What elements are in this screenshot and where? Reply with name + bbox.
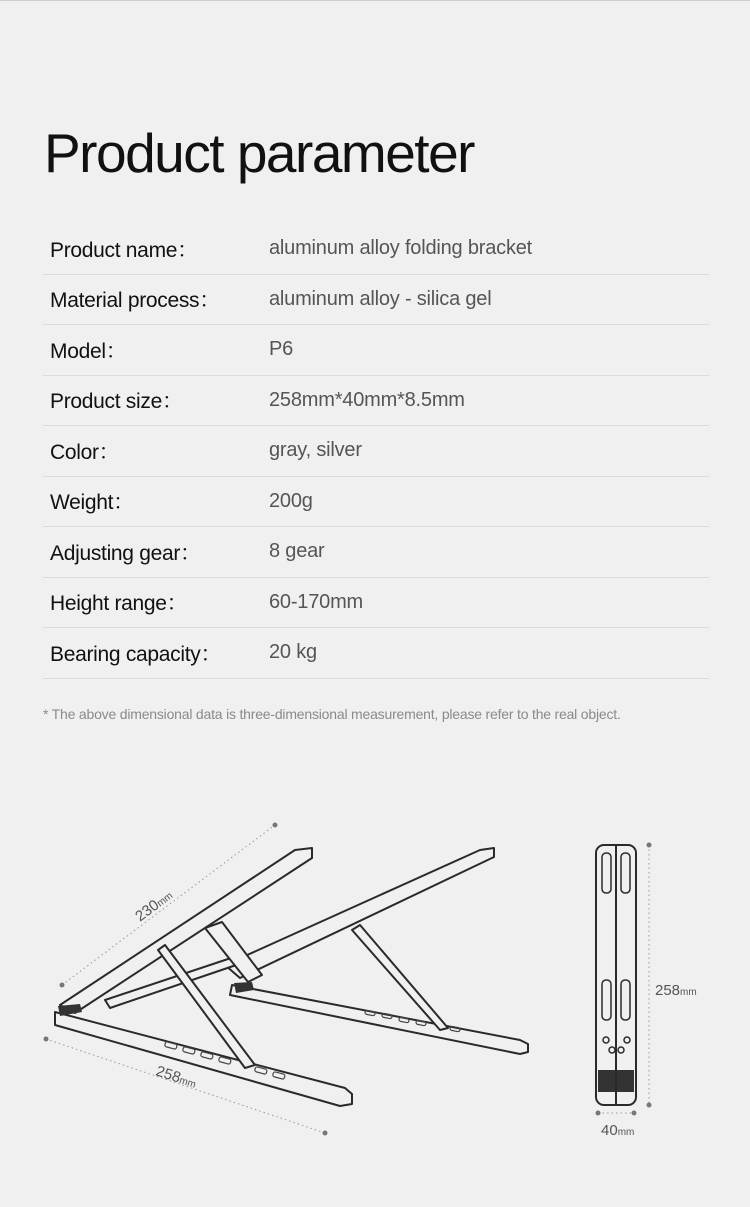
param-row bbox=[43, 426, 709, 477]
param-row bbox=[43, 477, 709, 528]
parameter-table bbox=[43, 224, 709, 679]
param-value: gray, silver bbox=[269, 439, 362, 462]
param-value: aluminum alloy folding bracket bbox=[269, 237, 533, 260]
param-row bbox=[43, 527, 709, 578]
height-dimension-line bbox=[647, 843, 652, 1108]
param-label: Adjusting gear： bbox=[50, 541, 201, 565]
width-dimension-line bbox=[596, 1111, 637, 1116]
param-value: aluminum alloy - silica gel bbox=[269, 287, 492, 310]
param-row bbox=[43, 224, 709, 275]
param-value: P6 bbox=[269, 338, 294, 361]
param-label: Product name： bbox=[50, 238, 198, 262]
folded-height-label: 258mm bbox=[655, 982, 697, 999]
param-row bbox=[43, 578, 709, 629]
param-row bbox=[43, 325, 709, 376]
param-label: Bearing capacity： bbox=[50, 642, 222, 666]
folded-stand-drawing bbox=[596, 845, 636, 1105]
arm-length-label: 230mm bbox=[132, 890, 176, 926]
param-label: Color： bbox=[50, 440, 120, 464]
param-value: 200g bbox=[269, 489, 313, 512]
param-row bbox=[43, 376, 709, 427]
top-divider bbox=[0, 0, 750, 1]
folded-width-label: 40mm bbox=[601, 1122, 635, 1139]
open-stand-drawing bbox=[55, 848, 528, 1106]
param-value: 8 gear bbox=[269, 540, 325, 563]
param-label: Material process： bbox=[50, 289, 220, 313]
param-label: Model： bbox=[50, 339, 127, 363]
measurement-note: * The above dimensional data is three-dimensional measurement, please refer to the real object. bbox=[43, 706, 621, 722]
param-row bbox=[43, 628, 709, 679]
param-value: 20 kg bbox=[269, 641, 317, 664]
param-label: Height range： bbox=[50, 592, 188, 616]
param-label: Weight： bbox=[50, 491, 134, 515]
param-value: 60-170mm bbox=[269, 590, 363, 613]
param-label: Product size： bbox=[50, 390, 183, 414]
stand-dimension-illustration bbox=[0, 780, 750, 1207]
param-row bbox=[43, 275, 709, 326]
page-title: Product parameter bbox=[44, 122, 474, 184]
param-value: 258mm*40mm*8.5mm bbox=[269, 388, 465, 411]
base-length-label: 258mm bbox=[153, 1062, 198, 1091]
